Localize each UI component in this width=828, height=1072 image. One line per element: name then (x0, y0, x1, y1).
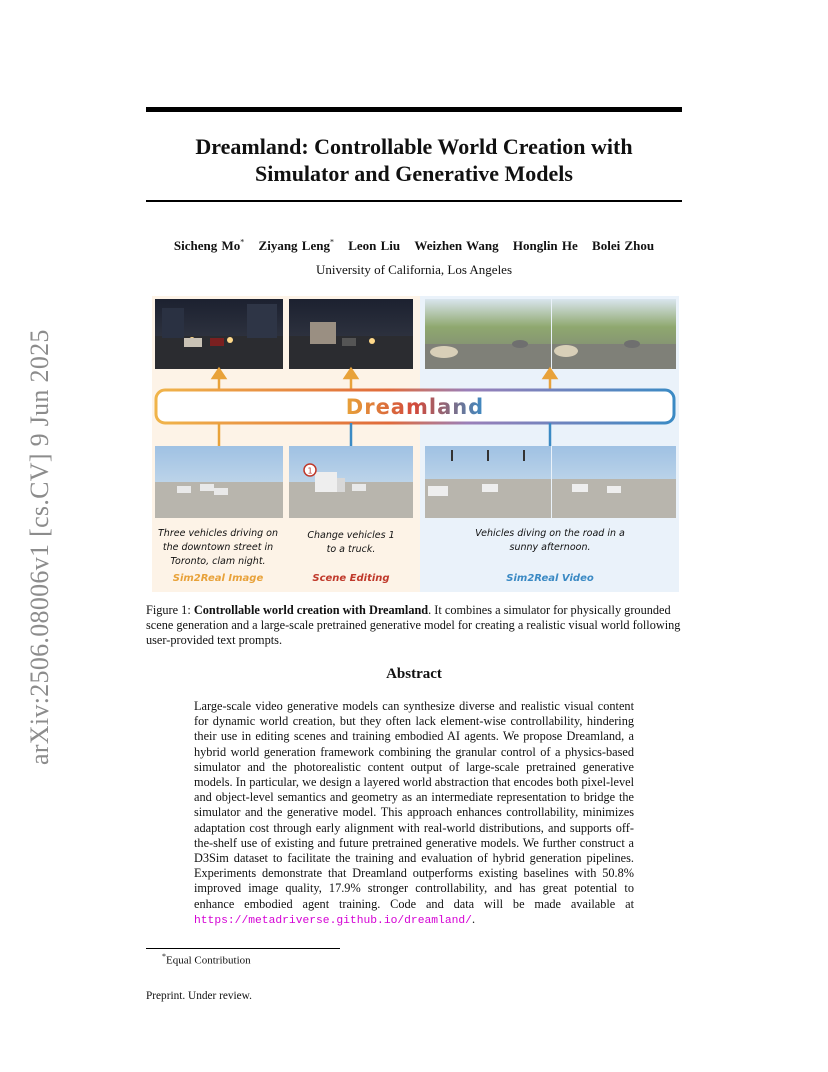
night-real-image-2 (289, 299, 413, 369)
author: Weizhen Wang (414, 238, 499, 254)
task-label-sim2real-video: Sim2Real Video (506, 573, 594, 584)
abstract-body (194, 699, 634, 929)
equal-mark: * (240, 238, 245, 247)
top-rule (146, 107, 682, 112)
project-link[interactable]: https://metadriverse.github.io/dreamland/ (194, 914, 472, 927)
prompt-text: sunny afternoon. (509, 542, 591, 553)
affiliation: University of California, Los Angeles (315, 262, 513, 277)
prompt-text: the downtown street in (162, 542, 274, 553)
sunny-real-video-frames (425, 299, 676, 369)
dreamland-label: Dreamland (345, 395, 485, 419)
night-real-image-1 (155, 299, 283, 369)
equal-mark: * (329, 238, 334, 247)
sim-image-2 (289, 446, 413, 518)
footnote-text: Equal Contribution (166, 954, 251, 967)
title-bottom-rule (146, 200, 682, 202)
author: Ziyang Leng* (258, 238, 334, 254)
author: Honglin He (512, 238, 578, 254)
prompt-text: Toronto, clam night. (170, 556, 266, 567)
abstract-heading: Abstract (386, 666, 442, 682)
title-line-2: Simulator and Generative Models (255, 161, 573, 186)
footnote (162, 952, 251, 967)
caption-bold: Controllable world creation with Dreamland (193, 603, 429, 617)
footnote-mark: * (162, 952, 166, 961)
paper-title (146, 133, 682, 187)
sim-video-frames (425, 446, 676, 518)
footnote-rule (146, 948, 340, 949)
edit-marker-number: 1 (307, 466, 313, 476)
sim-image-1 (155, 446, 283, 518)
abstract-end: . (471, 911, 476, 926)
prompt-text: to a truck. (326, 544, 376, 555)
arxiv-identifier[interactable]: arXiv:2506.08006v1 [cs.CV] 9 Jun 2025 (25, 329, 54, 765)
task-label-scene-editing: Scene Editing (312, 573, 390, 584)
caption-text: . It combines a simulator for physically grounded scene generation and a large-scale pretrained generative model for creating a realistic visual world following user-provided text prompts. (146, 603, 681, 647)
author-list (146, 238, 682, 254)
author: Leon Liu (348, 238, 401, 254)
prompt-text: Three vehicles driving on (158, 528, 278, 539)
title-line-1: Dreamland: Controllable World Creation with (195, 134, 633, 159)
task-label-sim2real-image: Sim2Real Image (172, 573, 264, 584)
caption-label: Figure 1: (146, 603, 191, 617)
prompt-text: Vehicles diving on the road in a (475, 528, 625, 539)
author: Sicheng Mo* (173, 238, 245, 254)
figure-1 (152, 296, 679, 592)
preprint-note: Preprint. Under review. (146, 990, 252, 1002)
abstract-text: Large-scale video generative models can synthesize diverse and realistic visual content for dynamic world creation, but they often lack element-wise controllability, hindering their use in editing scenes and training embodied AI agents. We propose Dreamland, a hybrid world generation framework combining the granular control of a physics-based simulator and the photorealistic content output of large-scale pretrained generative models. In particular, we design a layered world abstraction that encodes both pixel-level and object-level semantics and geometry as an intermediate representation to bridge the simulator and the generative model. This approach enhances controllability, minimizes adaptation cost through early alignment with real-world distributions, and supports off-the-shelf use of existing and future pretrained generative models. We further construct a D3Sim dataset to facilitate the training and evaluation of hybrid generation pipelines. Experiments demonstrate that Dreamland outperforms existing baselines with 50.8% improved image quality, 17.9% stronger controllability, and has great potential to enhance embodied agent training. Code and data will be made available at (194, 699, 634, 911)
prompt-text: Change vehicles 1 (307, 530, 395, 541)
author: Bolei Zhou (592, 238, 655, 254)
figure-caption (146, 603, 682, 648)
